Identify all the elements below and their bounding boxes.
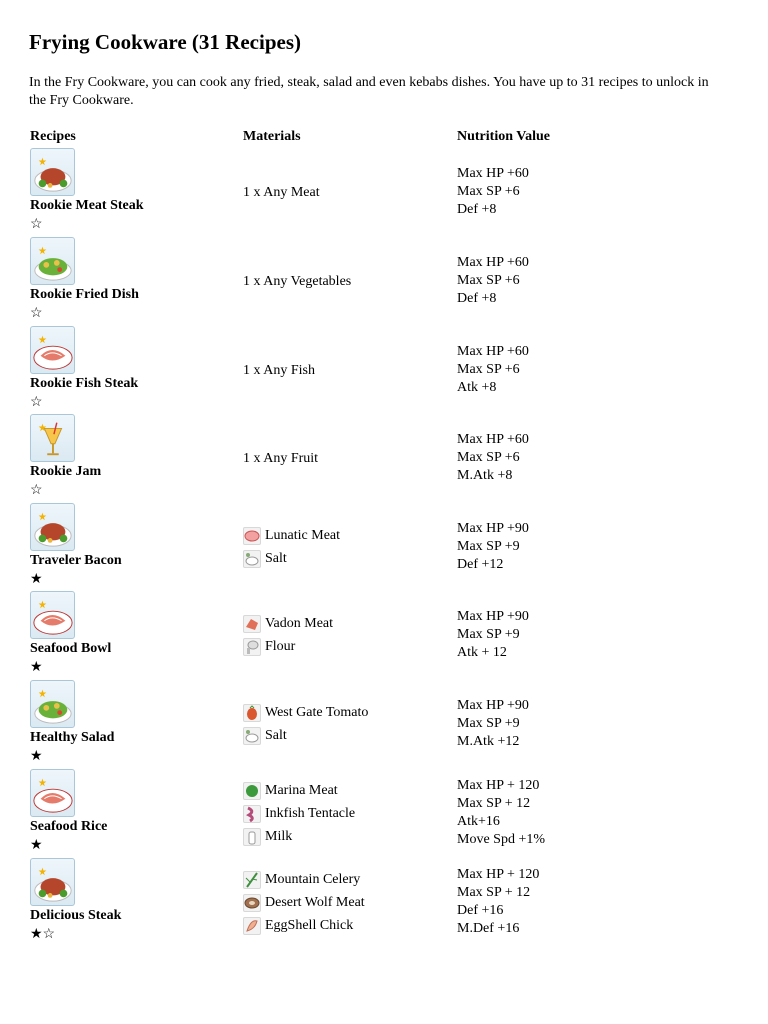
nutrition-list [457,866,539,938]
recipe-star-rating: ☆ [30,395,43,410]
table-row [0,591,768,679]
material-item [243,270,351,293]
nutrition-stat: Max HP +60 [457,166,529,181]
nutrition-list [457,608,529,662]
nutrition-list [457,520,529,574]
nutrition-stat: Move Spd +1% [457,832,546,847]
materials-list [243,701,368,747]
material-item [243,868,365,891]
materials-list [243,612,333,658]
recipe-star-rating: ★ [30,660,43,675]
material-item [243,635,333,658]
material-item [243,447,318,470]
nutrition-stat: Max HP +60 [457,344,529,359]
nutrition-stat: Max SP +6 [457,362,520,377]
material-item [243,825,355,848]
nutrition-stat: Max HP +60 [457,255,529,270]
nutrition-list [457,697,529,751]
nutrition-stat: Def +8 [457,202,497,217]
nutrition-stat: Max HP +90 [457,609,529,624]
material-item [243,359,315,382]
nutrition-stat: Max HP + 120 [457,867,540,882]
material-label: 1 x Any Fruit [243,450,319,466]
material-item [243,724,368,747]
milk-icon [243,828,261,846]
nutrition-list [457,777,545,849]
tomato-icon [243,704,261,722]
nutrition-list [457,431,529,485]
nutrition-stat: Max HP +90 [457,521,529,536]
table-row [0,414,768,502]
salad-dish-thumbnail-icon[interactable] [30,237,75,285]
material-item [243,779,355,802]
salt-icon [243,550,261,568]
fish-dish-thumbnail-icon[interactable] [30,769,75,817]
vadon-meat-icon [243,615,261,633]
nutrition-stat: Max SP +6 [457,450,520,465]
table-row [0,769,768,857]
materials-list [243,524,340,570]
flour-icon [243,638,261,656]
recipe-name[interactable]: Rookie Meat Steak [30,198,144,213]
table-row [0,680,768,768]
nutrition-stat: Max SP +9 [457,539,520,554]
page-title: Frying Cookware (31 Recipes) [29,30,301,54]
recipe-name[interactable]: Delicious Steak [30,908,122,923]
recipe-star-rating: ☆ [30,217,43,232]
material-label: Salt [265,550,287,566]
material-label: 1 x Any Fish [243,362,315,378]
materials-list [243,359,315,382]
recipe-name[interactable]: Rookie Fish Steak [30,376,139,391]
nutrition-stat: Atk+16 [457,814,500,829]
material-label: 1 x Any Meat [243,184,320,200]
material-label: Vadon Meat [265,615,334,631]
material-label: Mountain Celery [265,871,361,887]
material-label: Marina Meat [265,782,338,798]
salt-icon [243,727,261,745]
material-label: Salt [265,727,287,743]
material-item [243,701,368,724]
materials-column-header: Materials [243,129,301,144]
fish-dish-thumbnail-icon[interactable] [30,591,75,639]
nutrition-column-header: Nutrition Value [457,129,550,144]
salad-dish-thumbnail-icon[interactable] [30,680,75,728]
nutrition-stat: Max SP + 12 [457,796,531,811]
fish-dish-thumbnail-icon[interactable] [30,326,75,374]
nutrition-stat: Atk +8 [457,380,497,395]
nutrition-stat: Max HP +90 [457,698,529,713]
recipe-star-rating: ☆ [30,483,43,498]
nutrition-stat: Max SP +9 [457,716,520,731]
recipe-name[interactable]: Rookie Fried Dish [30,287,139,302]
recipe-star-rating: ★ [30,749,43,764]
material-label: Milk [265,828,293,844]
recipes-column-header: Recipes [30,129,76,144]
drink-glass-thumbnail-icon[interactable] [30,414,75,462]
table-row [0,148,768,236]
recipe-star-rating: ★ [30,572,43,587]
nutrition-list [457,343,529,397]
material-item [243,524,340,547]
nutrition-stat: Def +16 [457,903,504,918]
material-label: EggShell Chick [265,917,354,933]
nutrition-stat: Atk + 12 [457,645,507,660]
materials-list [243,181,320,204]
table-row [0,858,768,946]
recipe-star-rating: ★☆ [30,927,56,942]
nutrition-stat: M.Atk +12 [457,734,520,749]
table-row [0,326,768,414]
nutrition-list [457,254,529,308]
material-item [243,891,365,914]
nutrition-stat: Max SP + 12 [457,885,531,900]
chick-icon [243,917,261,935]
material-label: West Gate Tomato [265,704,369,720]
recipe-name[interactable]: Healthy Salad [30,730,115,745]
materials-list [243,868,365,937]
nutrition-stat: Def +8 [457,291,497,306]
steak-dish-thumbnail-icon[interactable] [30,503,75,551]
nutrition-stat: Max SP +6 [457,273,520,288]
nutrition-stat: M.Atk +8 [457,468,513,483]
materials-list [243,779,355,848]
table-row [0,503,768,591]
recipe-star-rating: ★ [30,838,43,853]
material-label: Lunatic Meat [265,527,341,543]
steak-dish-thumbnail-icon[interactable] [30,858,75,906]
material-item [243,181,320,204]
nutrition-list [457,165,529,219]
nutrition-stat: Max SP +9 [457,627,520,642]
material-label: Inkfish Tentacle [265,805,356,821]
recipe-name[interactable]: Seafood Rice [30,819,108,834]
materials-list [243,270,351,293]
steak-dish-thumbnail-icon[interactable] [30,148,75,196]
wolf-meat-icon [243,894,261,912]
nutrition-stat: Def +12 [457,557,504,572]
marina-meat-icon [243,782,261,800]
material-item [243,802,355,825]
intro-paragraph: In the Fry Cookware, you can cook any fried, steak, salad and even kebabs dishes. You have up to 31 recipes to unlock in the Fry Cookware. [29,75,709,108]
recipe-name[interactable]: Rookie Jam [30,464,102,479]
material-label: 1 x Any Vegetables [243,273,352,289]
lunatic-meat-icon [243,527,261,545]
nutrition-stat: Max SP +6 [457,184,520,199]
celery-icon [243,871,261,889]
nutrition-stat: Max HP + 120 [457,778,540,793]
recipe-name[interactable]: Seafood Bowl [30,641,112,656]
material-item [243,547,340,570]
nutrition-stat: M.Def +16 [457,921,520,936]
recipe-name[interactable]: Traveler Bacon [30,553,122,568]
material-item [243,914,365,937]
material-label: Desert Wolf Meat [265,894,365,910]
materials-list [243,447,318,470]
tentacle-icon [243,805,261,823]
recipe-star-rating: ☆ [30,306,43,321]
material-label: Flour [265,638,296,654]
table-row [0,237,768,325]
nutrition-stat: Max HP +60 [457,432,529,447]
material-item [243,612,333,635]
